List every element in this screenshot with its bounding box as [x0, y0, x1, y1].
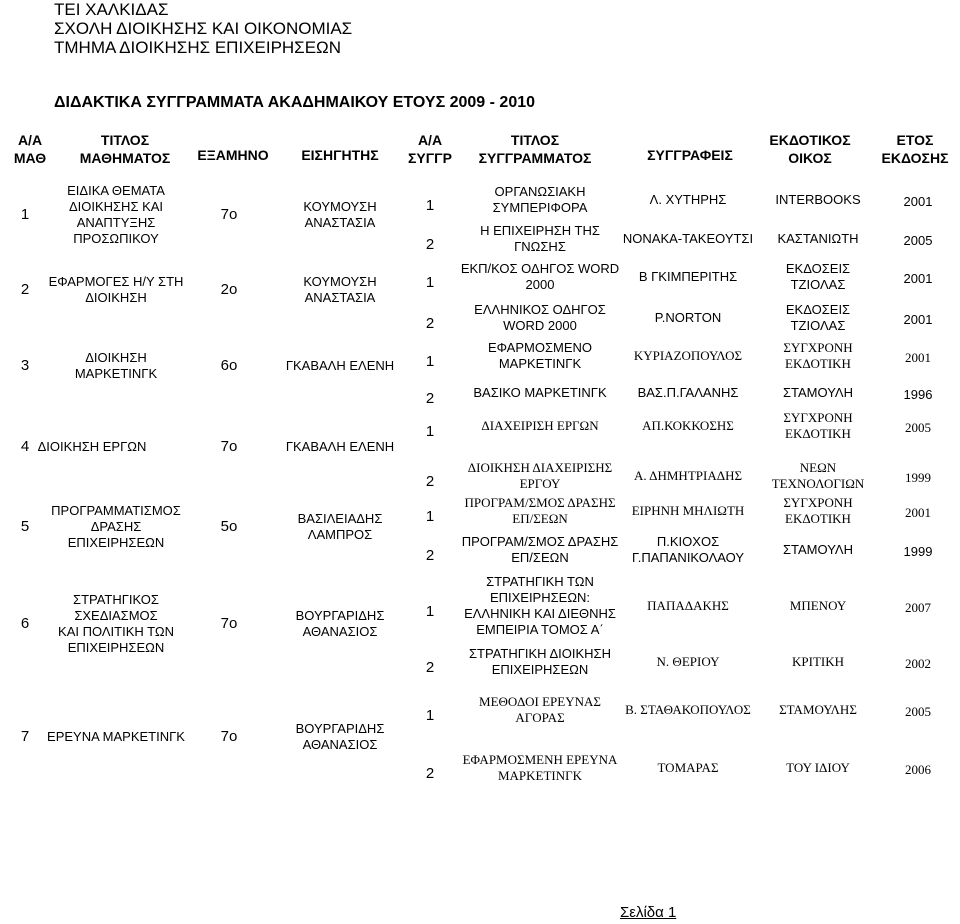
book-title: Η ΕΠΙΧΕΙΡΗΣΗ ΤΗΣ ΓΝΩΣΗΣ: [480, 223, 600, 254]
course-title: ΕΙΔΙΚΑ ΘΕΜΑΤΑ ΔΙΟΙΚΗΣΗΣ ΚΑΙ ΑΝΑΠΤΥΞΗΣ ΠΡΟΣΩΠΙΚΟΥ: [67, 183, 165, 246]
book-authors: Λ. ΧΥΤΗΡΗΣ: [649, 192, 727, 207]
book-year: 2001: [905, 350, 931, 365]
course-semester: 7ο: [220, 615, 238, 632]
book-publisher: ΜΠΕΝΟΥ: [789, 598, 847, 613]
book-authors: ΠΑΠΑΔΑΚΗΣ: [647, 598, 729, 613]
book-authors: ΚΥΡΙΑΖΟΠΟΥΛΟΣ: [633, 348, 743, 363]
book-authors: ΤΟΜΑΡΑΣ: [657, 760, 719, 775]
book-number: 1: [425, 197, 435, 214]
book-title: ΣΤΡΑΤΗΓΙΚΗ ΔΙΟΙΚΗΣΗ ΕΠΙΧΕΙΡΗΣΕΩΝ: [469, 646, 611, 677]
column-header-semester: ΕΞΑΜΗΝΟ: [197, 147, 269, 163]
book-year: 2001: [905, 505, 931, 520]
course-number: 3: [20, 357, 30, 374]
column-header-year: ΕΤΟΣ ΕΚΔΟΣΗΣ: [881, 132, 949, 166]
course-semester: 2ο: [220, 281, 238, 298]
book-publisher: ΝΕΩΝ ΤΕΧΝΟΛΟΓΙΩΝ: [771, 460, 865, 491]
book-year: 2006: [905, 762, 931, 777]
course-lecturer: ΒΟΥΡΓΑΡΙΔΗΣ ΑΘΑΝΑΣΙΟΣ: [295, 608, 385, 639]
book-title: ΔΙΑΧΕΙΡΙΣΗ ΕΡΓΩΝ: [481, 418, 599, 433]
course-semester: 7ο: [220, 728, 238, 745]
book-year: 2007: [905, 600, 931, 615]
column-header-lecturer: ΕΙΣΗΓΗΤΗΣ: [301, 147, 379, 163]
course-lecturer: ΒΑΣΙΛΕΙΑΔΗΣ ΛΑΜΠΡΟΣ: [297, 511, 383, 542]
book-number: 2: [425, 390, 435, 407]
book-authors: Β. ΣΤΑΘΑΚΟΠΟΥΛΟΣ: [625, 702, 751, 717]
book-year: 2005: [903, 233, 933, 248]
course-number: 7: [20, 728, 30, 745]
book-number: 2: [425, 315, 435, 332]
book-publisher: ΕΚΔΟΣΕΙΣ ΤΖΙΟΛΑΣ: [785, 302, 851, 333]
book-title: ΕΦΑΡΜΟΣΜΕΝΗ ΕΡΕΥΝΑ ΜΑΡΚΕΤΙΝΓΚ: [462, 752, 618, 783]
book-year: 2001: [903, 194, 933, 209]
book-number: 1: [425, 353, 435, 370]
book-number: 1: [425, 603, 435, 620]
book-year: 2001: [903, 271, 933, 286]
book-publisher: ΕΚΔΟΣΕΙΣ ΤΖΙΟΛΑΣ: [785, 261, 851, 292]
book-year: 2005: [905, 420, 931, 435]
book-title: ΟΡΓΑΝΩΣΙΑΚΗ ΣΥΜΠΕΡΙΦΟΡΑ: [492, 184, 588, 215]
book-authors: Α. ΔΗΜΗΤΡΙΑΔΗΣ: [633, 468, 743, 483]
book-number: 2: [425, 236, 435, 253]
book-title: ΒΑΣΙΚΟ ΜΑΡΚΕΤΙΝΓΚ: [473, 385, 607, 400]
book-publisher: ΣΥΓΧΡΟΝΗ ΕΚΔΟΤΙΚΗ: [783, 340, 853, 371]
column-header-aa-book: Α/Α ΣΥΓΓΡ: [408, 132, 452, 166]
course-title: ΠΡΟΓΡΑΜΜΑΤΙΣΜΟΣ ΔΡΑΣΗΣ ΕΠΙΧΕΙΡΗΣΕΩΝ: [51, 503, 181, 550]
column-header-aa-math: Α/Α ΜΑΘ: [13, 132, 47, 166]
course-number: 5: [20, 518, 30, 535]
school-name: ΣΧΟΛΗ ΔΙΟΙΚΗΣΗΣ ΚΑΙ ΟΙΚΟΝΟΜΙΑΣ: [54, 19, 353, 38]
book-publisher: ΤΟΥ ΙΔΙΟΥ: [786, 760, 850, 775]
book-publisher: INTERBOOKS: [775, 192, 861, 207]
book-authors: ΝΟΝΑΚΑ-ΤΑΚΕΟΥΤΣΙ: [622, 231, 754, 246]
column-header-publisher: ΕΚΔΟΤΙΚΟΣ ΟΙΚΟΣ: [769, 132, 851, 166]
book-number: 2: [425, 547, 435, 564]
book-authors: ΕΙΡΗΝΗ ΜΗΛΙΩΤΗ: [631, 503, 745, 518]
course-semester: 7ο: [220, 206, 238, 223]
book-publisher: ΚΑΣΤΑΝΙΩΤΗ: [777, 231, 859, 246]
book-authors: ΒΑΣ.Π.ΓΑΛΑΝΗΣ: [637, 385, 739, 400]
department-name: ΤΜΗΜΑ ΔΙΟΙΚΗΣΗΣ ΕΠΙΧΕΙΡΗΣΕΩΝ: [54, 38, 342, 57]
page-number: Σελίδα 1: [620, 904, 677, 921]
course-lecturer: ΚΟΥΜΟΥΣΗ ΑΝΑΣΤΑΣΙΑ: [303, 199, 377, 230]
book-publisher: ΣΥΓΧΡΟΝΗ ΕΚΔΟΤΙΚΗ: [783, 410, 853, 441]
book-year: 2002: [905, 656, 931, 671]
book-title: ΕΛΛΗΝΙΚΟΣ ΟΔΗΓΟΣ WORD 2000: [474, 302, 606, 333]
book-publisher: ΣΤΑΜΟΥΛΗΣ: [779, 702, 857, 717]
course-lecturer: ΓΚΑΒΑΛΗ ΕΛΕΝΗ: [285, 439, 395, 454]
book-year: 2005: [905, 704, 931, 719]
course-semester: 6ο: [220, 357, 238, 374]
book-title: ΕΚΠ/ΚΟΣ ΟΔΗΓΟΣ WORD 2000: [460, 261, 620, 292]
book-title: ΔΙΟΙΚΗΣΗ ΔΙΑΧΕΙΡΙΣΗΣ ΕΡΓΟΥ: [467, 460, 613, 491]
book-number: 1: [425, 707, 435, 724]
book-title: ΣΤΡΑΤΗΓΙΚΗ ΤΩΝ ΕΠΙΧΕΙΡΗΣΕΩΝ: ΕΛΛΗΝΙΚΗ ΚΑΙ ΔΙΕΘΝΗΣ ΕΜΠΕΙΡΙΑ ΤΟΜΟΣ Α΄: [464, 574, 616, 637]
book-year: 1999: [905, 470, 931, 485]
book-number: 1: [425, 423, 435, 440]
column-header-authors: ΣΥΓΓΡΑΦΕΙΣ: [647, 147, 733, 163]
book-publisher: ΚΡΙΤΙΚΗ: [792, 654, 844, 669]
book-year: 1996: [903, 387, 933, 402]
book-publisher: ΣΥΓΧΡΟΝΗ ΕΚΔΟΤΙΚΗ: [783, 495, 853, 526]
book-title: ΠΡΟΓΡΑΜ/ΣΜΟΣ ΔΡΑΣΗΣ ΕΠ/ΣΕΩΝ: [464, 495, 616, 526]
course-semester: 5ο: [220, 518, 238, 535]
book-year: 1999: [903, 544, 933, 559]
course-title: ΕΡΕΥΝΑ ΜΑΡΚΕΤΙΝΓΚ: [47, 729, 185, 744]
book-title: ΕΦΑΡΜΟΣΜΕΝΟ ΜΑΡΚΕΤΙΝΓΚ: [488, 340, 592, 371]
course-lecturer: ΓΚΑΒΑΛΗ ΕΛΕΝΗ: [285, 358, 395, 373]
document-title: ΔΙΔΑΚΤΙΚΑ ΣΥΓΓΡΑΜΜΑΤΑ ΑΚΑΔΗΜΑΙΚΟΥ ΕΤΟΥΣ 2009 - 2010: [54, 94, 536, 111]
course-semester: 7ο: [220, 438, 238, 455]
book-title: ΠΡΟΓΡΑΜ/ΣΜΟΣ ΔΡΑΣΗΣ ΕΠ/ΣΕΩΝ: [461, 534, 619, 565]
page-footer: [620, 904, 676, 921]
course-title: ΔΙΟΙΚΗΣΗ ΕΡΓΩΝ: [37, 439, 147, 454]
book-authors: Π.ΚΙΟΧΟΣ Γ.ΠΑΠΑΝΙΚΟΛΑΟΥ: [631, 534, 745, 565]
book-authors: Ρ.NORTON: [654, 310, 722, 325]
column-header-course-title: ΤΙΤΛΟΣ ΜΑΘΗΜΑΤΟΣ: [79, 132, 171, 166]
book-number: 2: [425, 659, 435, 676]
course-number: 1: [20, 206, 30, 223]
book-number: 2: [425, 765, 435, 782]
book-number: 1: [425, 508, 435, 525]
course-title: ΔΙΟΙΚΗΣΗ ΜΑΡΚΕΤΙΝΓΚ: [74, 350, 158, 381]
course-number: 6: [20, 615, 30, 632]
course-title: ΣΤΡΑΤΗΓΙΚΟΣ ΣΧΕΔΙΑΣΜΟΣ ΚΑΙ ΠΟΛΙΤΙΚΗ ΤΩΝ ΕΠΙΧΕΙΡΗΣΕΩΝ: [58, 592, 174, 655]
book-number: 1: [425, 274, 435, 291]
book-number: 2: [425, 473, 435, 490]
institution-name: ΤΕΙ ΧΑΛΚΙΔΑΣ: [54, 0, 169, 19]
course-title: ΕΦΑΡΜΟΓΕΣ Η/Υ ΣΤΗ ΔΙΟΙΚΗΣΗ: [48, 274, 184, 305]
course-number: 4: [20, 438, 30, 455]
book-authors: ΑΠ.ΚΟΚΚΟΣΗΣ: [642, 418, 734, 433]
book-year: 2001: [903, 312, 933, 327]
column-header-book-title: ΤΙΤΛΟΣ ΣΥΓΓΡΑΜΜΑΤΟΣ: [478, 132, 592, 166]
course-lecturer: ΚΟΥΜΟΥΣΗ ΑΝΑΣΤΑΣΙΑ: [303, 274, 377, 305]
book-authors: Β ΓΚΙΜΠΕΡΙΤΗΣ: [638, 269, 738, 284]
document-header: [54, 0, 352, 57]
book-publisher: ΣΤΑΜΟΥΛΗ: [783, 385, 853, 400]
book-title: ΜΕΘΟΔΟΙ ΕΡΕΥΝΑΣ ΑΓΟΡΑΣ: [479, 694, 601, 725]
book-publisher: ΣΤΑΜΟΥΛΗ: [783, 542, 853, 557]
course-lecturer: ΒΟΥΡΓΑΡΙΔΗΣ ΑΘΑΝΑΣΙΟΣ: [295, 721, 385, 752]
book-authors: Ν. ΘΕΡΙΟΥ: [656, 654, 720, 669]
course-number: 2: [20, 281, 30, 298]
